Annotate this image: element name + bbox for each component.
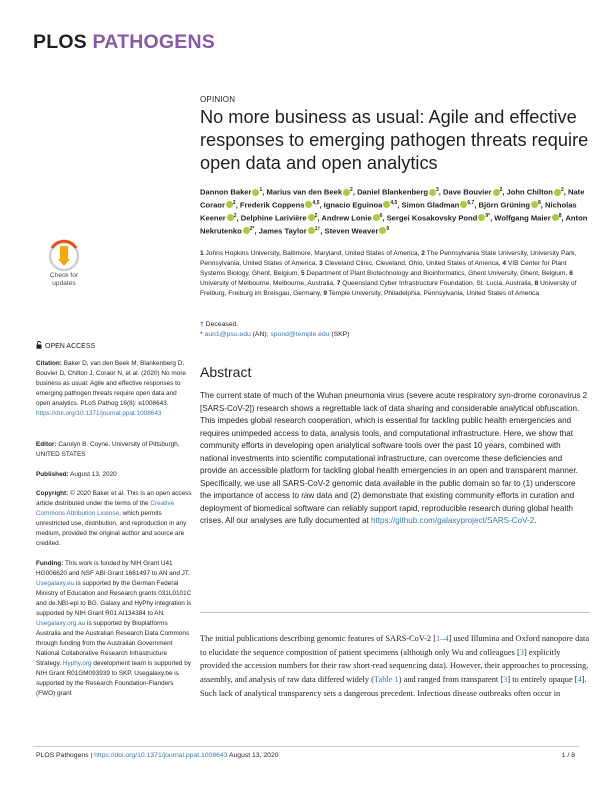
ref-link-1-4[interactable]: 1–4 bbox=[436, 634, 449, 643]
abstract-end: . bbox=[534, 516, 537, 525]
affiliation-text: The Pennsylvania State University, University Park, Pennsylvania, United States of America, bbox=[200, 250, 577, 267]
affiliation-number: 1 bbox=[200, 250, 204, 257]
abstract-body: The current state of much of the Wuhan pneumonia virus (severe acute respiratory syn-drome coronavirus 2 [SARS-CoV-2]) research shows a regrettable lack of data sharing and considerable analytical obfuscation. This impedes global research cooperation, which is essential for tackling public health emergencies and requires unimpeded access to data, analysis tools, and computational infrastructure. Here, we show that community efforts in developing open analytical software tools over the past 10 years, combined with national investments into scientific computational infrastructure, can overcome these deficiencies and provide an accessible platform for tackling global health emergencies in an open and transparent manner. Specifically, we use all SARS-CoV-2 genomic data available in the public domain so far to (1) underscore the importance of access to raw data and (2) demonstrate that existing community efforts in curation and deployment of biomedical software can reliably support rapid, reproducible research during global health crises. All our analyses are fully documented at bbox=[200, 391, 588, 525]
author-affiliation-marker: 6 bbox=[379, 212, 383, 219]
affiliation-number: 9 bbox=[323, 290, 328, 297]
body-text-4: ) and ranged from transparent [ bbox=[398, 675, 504, 685]
author-name[interactable]: James Taylor bbox=[258, 226, 307, 236]
github-link[interactable]: https://github.com/galaxyproject/SARS-CoV-2 bbox=[370, 516, 535, 525]
author-name[interactable]: Dave Bouvier bbox=[442, 187, 492, 197]
published-text: August 13, 2020 bbox=[68, 471, 117, 478]
orcid-icon[interactable] bbox=[308, 214, 315, 221]
author-name[interactable]: Delphine Larivière bbox=[240, 213, 307, 223]
orcid-icon[interactable] bbox=[243, 227, 250, 234]
funding-block bbox=[36, 559, 192, 699]
logo-journal: PATHOGENS bbox=[92, 31, 215, 53]
author-affiliation-marker: 9* bbox=[485, 212, 491, 219]
author-affiliation-marker: 2 bbox=[560, 187, 564, 193]
badge-line1: Check for bbox=[49, 272, 79, 279]
body-text-1: The initial publications describing genomic features of SARS-CoV-2 [ bbox=[200, 634, 437, 643]
usegalaxy-org-au-link[interactable]: Usegalaxy.org.au bbox=[36, 620, 86, 627]
author-name[interactable]: Daniel Blankenberg bbox=[357, 187, 428, 197]
usegalaxy-eu-link[interactable]: Usegalaxy.eu bbox=[36, 580, 75, 587]
body-text-3: ] explicitly provided the accession numbers for their raw short-read sequencing data). However, their approaches to processing, assembly, and analysis of raw data differed widely ( bbox=[200, 647, 589, 685]
ref-link-3b[interactable]: 3 bbox=[503, 675, 508, 685]
open-access-label bbox=[36, 341, 95, 350]
check-for-updates-text bbox=[36, 272, 92, 288]
author-name[interactable]: Frederik Coppens bbox=[239, 200, 305, 210]
orcid-icon[interactable] bbox=[308, 227, 315, 234]
copyright-text: © 2020 Baker et al. This is an open access article distributed under the terms of the bbox=[36, 490, 192, 507]
author-affiliation-marker: 2 bbox=[233, 212, 237, 219]
footer-doi-link[interactable]: https://doi.org/10.1371/journal.ppat.1008643 bbox=[94, 752, 228, 759]
page-number: 1 / 8 bbox=[561, 752, 575, 759]
table-1-link[interactable]: Table 1 bbox=[373, 675, 399, 685]
email-an-link[interactable]: aun1@psu.edu bbox=[204, 331, 251, 338]
funding-text-1: This work is funded by NIH Grant U41 HG006620 and NSF ABI Grant 1661497 to AN and JT. bbox=[36, 560, 190, 577]
author-affiliation-marker: 8 bbox=[558, 212, 562, 219]
open-lock-icon bbox=[36, 341, 42, 349]
funding-label: Funding: bbox=[36, 560, 64, 567]
affiliation-number: 7 bbox=[336, 280, 341, 287]
author-name[interactable]: Marius van den Beek bbox=[266, 187, 343, 197]
author-affiliation-marker: 4,5 bbox=[312, 199, 320, 206]
author-name[interactable]: Steven Weaver bbox=[324, 226, 379, 236]
email-skp-suffix: (SKP) bbox=[329, 331, 350, 338]
affiliation-text: Queensland Cyber Infrastructure Foundation, St. Lucia, Australia, bbox=[340, 280, 535, 287]
orcid-icon[interactable] bbox=[531, 201, 538, 208]
affiliation-number: 5 bbox=[301, 270, 305, 277]
funding-text-4: development team is supported by NIH Grant R01GM093939 to SKP. Usegalaxy.be is supported by the Research Foundation-Flanders (FWO) grant bbox=[36, 660, 192, 697]
published-block bbox=[36, 470, 192, 480]
author-list: Dannon Baker $^1$, Marius van den Beek $^2$, Daniel Blankenberg $^3$, Dave Bouvier $^2$, John Chilton $^2$, Nate Coraor $^2$, Frederik Coppens $^{4,5}$, Ignacio Eguinoa $^{4,5}$, Simon Gladman $^{6,7}$, Björn Grüning $^8$, Nicholas Keener $^2$, Delphine Larivière $^2$, Andrew Lonie $^6$, Sergei Kosakovsky Pond $^{9*}$, Wolfgang Maier $^8$, Anton Nekrutenko $^{2*}$, James Taylor $^{1\dagger}$, Steven Weaver $^9$ bbox=[200, 187, 588, 236]
citation-doi-link[interactable]: https://doi.org/10.1371/journal.ppat.1008643 bbox=[36, 410, 162, 417]
orcid-icon[interactable] bbox=[227, 214, 234, 221]
author-affiliation-marker: 1† bbox=[314, 225, 321, 232]
affiliation-number: 4 bbox=[502, 260, 507, 267]
check-updates-icon bbox=[36, 238, 92, 274]
author-name[interactable]: Andrew Lonie bbox=[321, 213, 372, 223]
body-text-5: ] to entirely opaque [ bbox=[507, 675, 578, 685]
correspondence bbox=[200, 331, 349, 338]
affiliation-number: 2 bbox=[421, 250, 425, 257]
abstract-heading: Abstract bbox=[200, 364, 252, 380]
author-affiliation-marker: 4,5 bbox=[390, 199, 398, 206]
citation-block bbox=[36, 359, 192, 419]
open-access-text: OPEN ACCESS bbox=[45, 343, 96, 350]
cc-license-link[interactable]: Creative Commons Attribution License bbox=[36, 500, 175, 517]
deceased-note: † Deceased. bbox=[200, 321, 239, 328]
author-affiliation-marker: 1 bbox=[259, 187, 263, 193]
author-name[interactable]: Ignacio Eguinoa bbox=[323, 200, 383, 210]
author-name[interactable]: Simon Gladman bbox=[401, 200, 460, 210]
orcid-icon[interactable] bbox=[429, 189, 436, 196]
author-name[interactable]: Sergei Kosakovsky Pond bbox=[386, 213, 478, 223]
orcid-icon[interactable] bbox=[343, 189, 350, 196]
orcid-icon[interactable] bbox=[554, 189, 561, 196]
affiliation-number: 3 bbox=[319, 260, 323, 267]
author-name[interactable]: Nate Coraor bbox=[200, 187, 585, 210]
editor-label: Editor: bbox=[36, 441, 57, 448]
ref-link-3[interactable]: 3 bbox=[519, 647, 524, 657]
author-affiliation-marker: 2 bbox=[314, 212, 318, 219]
published-label: Published: bbox=[36, 471, 69, 478]
author-name[interactable]: Nicholas Keener bbox=[200, 200, 577, 223]
funding-text-2: is supported by the German Federal Ministry of Education and Research grants 031L0101C and de.NBI-epi to BG. Galaxy and HyPhy integration is supported by NIH Grant R01 AI134384 to AN. bbox=[36, 580, 192, 617]
orcid-icon[interactable] bbox=[226, 201, 233, 208]
orcid-icon[interactable] bbox=[552, 214, 559, 221]
author-affiliation-marker: 2 bbox=[232, 199, 236, 206]
author-name[interactable]: Wolfgang Maier bbox=[494, 213, 551, 223]
badge-line2: updates bbox=[52, 280, 76, 287]
editor-text: Carolyn B. Coyne, University of Pittsburgh, UNITED STATES bbox=[36, 441, 180, 458]
body-paragraph bbox=[200, 632, 590, 701]
affiliation-text: Johns Hopkins University, Baltimore, Maryland, United States of America, bbox=[203, 250, 422, 257]
affiliation-text: VIB Center for Plant Systems Biology, Ghent, Belgium, bbox=[200, 260, 567, 277]
affiliations bbox=[200, 249, 592, 299]
citation-text: Baker D, van den Beek M, Blankenberg D, Bouvier D, Chilton J, Coraor N, et al. (2020) No more business as usual: Agile and effective responses to emerging pathogen threats require open data and open analytics. PLoS Pathog 16(8): e1008643. bbox=[36, 360, 186, 407]
abstract-text bbox=[200, 390, 588, 528]
footer-journal: PLOS Pathogens | bbox=[36, 752, 95, 759]
logo-plos: PLOS bbox=[33, 31, 93, 53]
orcid-icon[interactable] bbox=[493, 189, 500, 196]
article-title: No more business as usual: Agile and effective responses to emerging pathogen threats require open data and open analytics bbox=[200, 107, 589, 173]
author-affiliation-marker: 2 bbox=[350, 187, 353, 193]
author-affiliation-marker: 8 bbox=[537, 199, 541, 206]
editor-block bbox=[36, 440, 192, 460]
copyright-text-2: , which permits unrestricted use, distribution, and reproduction in any medium, provided the original author and source are credited. bbox=[36, 510, 187, 547]
journal-logo bbox=[33, 31, 215, 54]
affiliation-text: University of Melbourne, Melbourne, Australia, bbox=[200, 280, 337, 287]
author-name[interactable]: Dannon Baker bbox=[200, 187, 252, 197]
body-text-2: ] used Illumina and Oxford nanopore data to elucidate the sequence composition of patient specimens (although only Wu and colleagues [ bbox=[200, 634, 590, 657]
section-divider bbox=[200, 612, 590, 613]
corresp-prefix: * bbox=[200, 331, 205, 338]
affiliation-text: Department of Plant Biotechnology and Bioinformatics, Ghent University, Ghent, Belgium, bbox=[304, 270, 570, 277]
article-type: OPINION bbox=[200, 95, 236, 104]
affiliation-text: Cleveland Clinic, Cleveland, Ohio, United States of America, bbox=[322, 260, 503, 267]
author-affiliation-marker: 9 bbox=[386, 225, 390, 232]
email-skp-link[interactable]: spond@temple.edu bbox=[270, 331, 330, 338]
affiliation-number: 6 bbox=[569, 270, 573, 277]
affiliation-text: University of Freiburg, Freiburg im Breisgau, Germany, bbox=[200, 280, 577, 297]
footer-divider bbox=[33, 746, 579, 747]
footer-date: August 13, 2020 bbox=[227, 752, 279, 759]
affiliation-number: 8 bbox=[534, 280, 539, 287]
author-name[interactable]: John Chilton bbox=[506, 187, 553, 197]
affiliation-text: Temple University, Philadelphia, Pennsylvania, United States of America bbox=[327, 290, 540, 297]
page-footer bbox=[36, 752, 279, 759]
author-affiliation-marker: 2 bbox=[499, 187, 503, 193]
copyright-label: Copyright: bbox=[36, 490, 69, 497]
funding-text-3: is supported by Bioplatforms Australia and the Australian Research Data Commons through funding from the Australian Government National Collaborative Research Infrastructure Strategy. bbox=[36, 620, 190, 667]
orcid-icon[interactable] bbox=[373, 214, 380, 221]
ref-link-4[interactable]: 4 bbox=[577, 675, 582, 685]
author-name[interactable]: Björn Grüning bbox=[478, 200, 530, 210]
citation-label: Citation: bbox=[36, 360, 62, 367]
hyphy-org-link[interactable]: Hyphy.org bbox=[62, 660, 92, 667]
author-affiliation-marker: 3 bbox=[435, 187, 439, 193]
copyright-block bbox=[36, 489, 192, 549]
author-name[interactable]: Anton Nekrutenko bbox=[200, 213, 588, 236]
author-affiliation-marker: 6,7 bbox=[467, 199, 475, 206]
email-an-suffix: (AN); bbox=[250, 331, 271, 338]
body-text-6: ]. Such lack of analytical transparency sets a dangerous precedent. Infectious disease outbreaks often occur in bbox=[200, 675, 587, 698]
author-affiliation-marker: 2* bbox=[249, 225, 255, 232]
